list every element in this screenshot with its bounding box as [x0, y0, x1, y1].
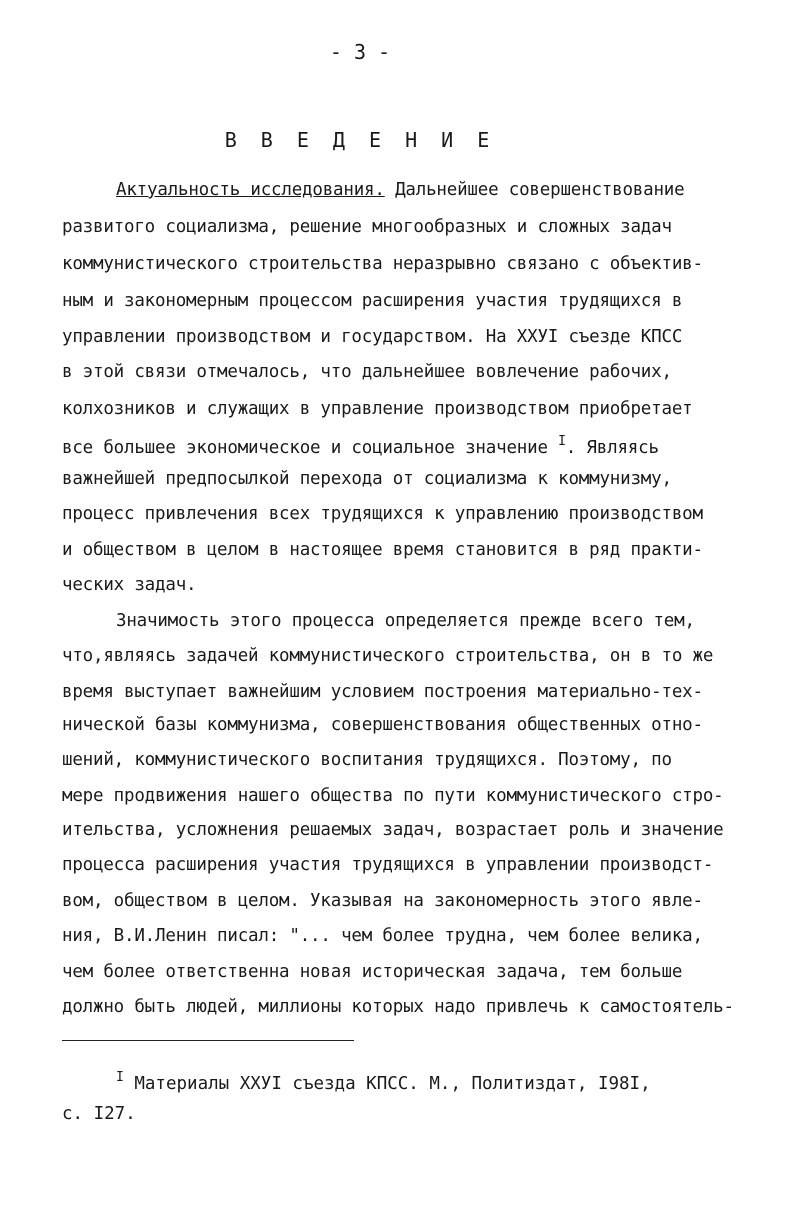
paragraph-line: важнейшей предпосылкой перехода от социализма к коммунизму,: [62, 469, 672, 489]
section-label: Актуальность исследования.: [116, 180, 385, 200]
paragraph-line: чем более ответственна новая историческая задача, тем больше: [62, 962, 683, 982]
paragraph-line: ным и закономерным процессом расширения участия трудящихся в: [62, 291, 683, 311]
footnote: $^I$ Материалы XXУI съезда КПСС. М., Политиздат, I98I,: [116, 1070, 651, 1094]
paragraph-line: ительства, усложнения решаемых задач, возрастает роль и значение: [62, 820, 724, 840]
paragraph-line: процесс привлечения всех трудящихся к управлению производством: [62, 504, 703, 524]
paragraph-line: развитого социализма, решение многообразных и сложных задач: [62, 217, 672, 237]
page-number: - 3 -: [329, 40, 391, 64]
paragraph-line: ния, В.И.Ленин писал: "... чем более трудна, чем более велика,: [62, 926, 703, 946]
footnote-line: с. I27.: [62, 1104, 136, 1124]
paragraph-line: Актуальность исследования. Дальнейшее совершенствование: [116, 180, 685, 200]
section-heading: В В Е Д Е Н И Е: [224, 128, 496, 152]
paragraph-line: шений, коммунистического воспитания трудящихся. Поэтому, по: [62, 750, 672, 770]
footnote-separator: [62, 1040, 354, 1041]
paragraph-line: все большее экономическое и социальное значение $^I$. Являясь: [62, 434, 659, 458]
paragraph-line: процесса расширения участия трудящихся в управлении производст-: [62, 855, 714, 875]
paragraph-line: в этой связи отмечалось, что дальнейшее вовлечение рабочих,: [62, 362, 672, 382]
paragraph-line: нической базы коммунизма, совершенствования общественных отно-: [62, 715, 703, 735]
paragraph-line: управлении производством и государством. На XXУI съезде КПСС: [62, 327, 683, 347]
footnote-ref: I: [558, 434, 566, 449]
paragraph-line: вом, обществом в целом. Указывая на закономерность этого явле-: [62, 891, 703, 911]
paragraph-line: мере продвижения нашего общества по пути коммунистического стро-: [62, 786, 724, 806]
paragraph-line: коммунистического строительства неразрывно связано с объектив-: [62, 254, 703, 274]
paragraph-line: что,являясь задачей коммунистического строительства, он в то же: [62, 646, 714, 666]
paragraph-line: ческих задач.: [62, 575, 197, 595]
footnote-marker: I: [116, 1070, 124, 1085]
paragraph-line: время выступает важнейшим условием построения материально-тех-: [62, 682, 703, 702]
paragraph-line: колхозников и служащих в управление производством приобретает: [62, 399, 693, 419]
paragraph-line: и обществом в целом в настоящее время становится в ряд практи-: [62, 540, 703, 560]
paragraph-line: должно быть людей, миллионы которых надо привлечь к самостоятель-: [62, 997, 734, 1017]
paragraph-line: Значимость этого процесса определяется прежде всего тем,: [116, 611, 695, 631]
